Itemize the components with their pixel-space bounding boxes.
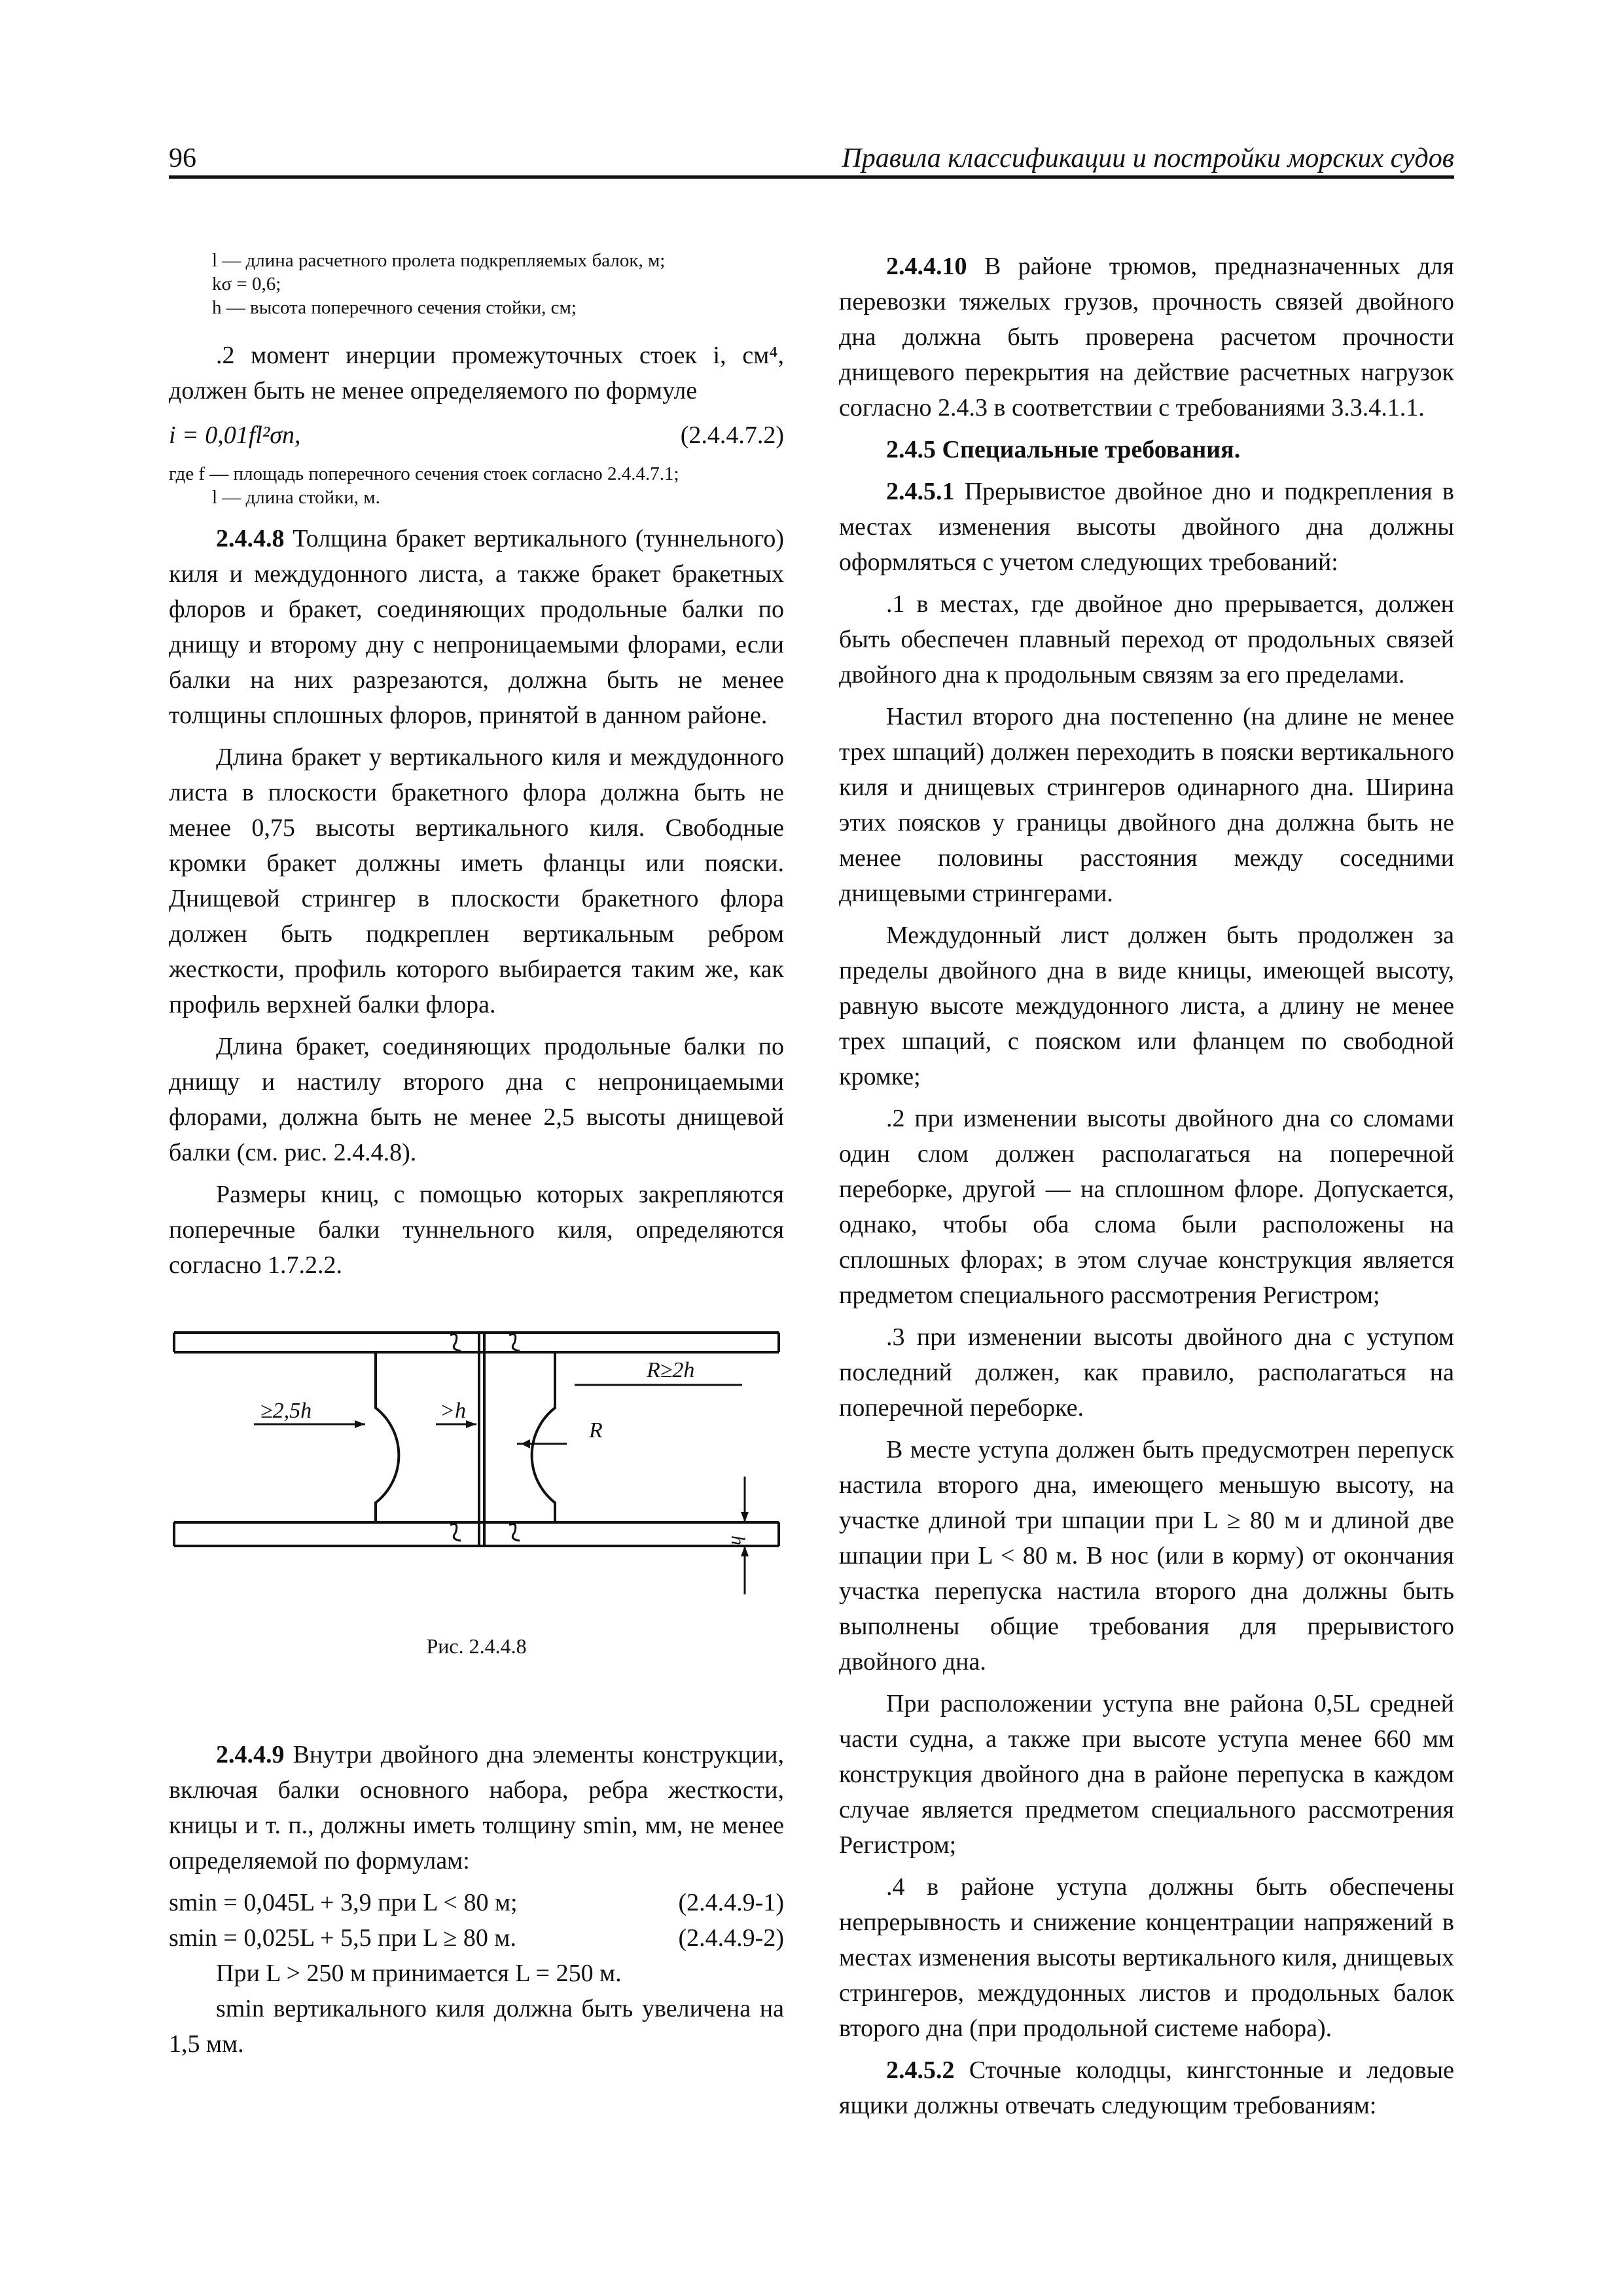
figure-caption: Рис. 2.4.4.8 <box>426 1634 527 1658</box>
formula-2-4-4-9-2 <box>169 1920 784 1956</box>
section-number: 2.4.5.2 <box>886 2056 955 2084</box>
definition-h: h — высота поперечного сечения стойки, см; <box>212 297 577 318</box>
paragraph-text: Сточные колодцы, кингстонные и ледовые ящики должны отвечать следующим требованиям: <box>839 2056 1454 2119</box>
formula-number: (2.4.4.9-2) <box>678 1924 784 1952</box>
paragraph-2-4-4-8 <box>169 521 784 733</box>
section-number: 2.4.4.9 <box>216 1741 285 1768</box>
paragraph-nastil: Настил второго дна постепенно (на длине не менее трех шпаций) должен переходить в пояски вертикального киля и днищевых стрингеров одинарного дна. Ширина этих поясков у границы двойного дна должна быть не менее половины расстояния между соседними днищевыми стрингерами. <box>839 703 1454 907</box>
item-3: .3 при изменении высоты двойного дна с уступом последний должен, как правило, располагаться на поперечной переборке. <box>839 1323 1454 1422</box>
item-1: .1 в местах, где двойное дно прерывается, должен быть обеспечен плавный переход от продольных связей двойного дна к продольным связям за его пределами. <box>839 590 1454 689</box>
paragraph-text: Толщина бракет вертикального (туннельного) киля и междудонного листа, а также бракет бракетных флоров и бракет, соединяющих продольные балки по днищу и второму дну с непроницаемыми флорами, если балки на них разрезаются, должна быть не менее толщины сплошных флоров, принятой в данном районе. <box>169 525 784 729</box>
paragraph-smin: smin вертикального киля должна быть увеличена на 1,5 мм. <box>169 1995 784 2058</box>
paragraph-mezhdudonny: Междудонный лист должен быть продолжен за пределы двойного дна в виде кницы, имеющей высоту, равную высоте междудонного листа, а длину не менее трех шпаций, с пояском или фланцем по свободной кромке; <box>839 922 1454 1090</box>
where-l: l — длина стойки, м. <box>212 487 380 508</box>
header-rule <box>169 175 1454 179</box>
label-r: R <box>589 1418 603 1443</box>
section-number: 2.4.4.10 <box>886 253 967 280</box>
paragraph-text: Внутри двойного дна элементы конструкции, включая балки основного набора, ребра жесткости, кницы и т. п., должны иметь толщину smin, мм, не менее определяемой по формулам: <box>169 1741 784 1874</box>
formula-text: smin = 0,025L + 5,5 при L ≥ 80 м. <box>169 1924 516 1952</box>
definition-l: l — длина расчетного пролета подкрепляемых балок, м; <box>212 250 666 271</box>
item-2-text: .2 момент инерции промежуточных стоек i, см⁴, должен быть не менее определяемого по формуле <box>169 342 784 404</box>
paragraph-2-4-5-2 <box>839 2053 1454 2123</box>
paragraph-l-250: При L > 250 м принимается L = 250 м. <box>216 1960 622 1987</box>
running-title: Правила классификации и постройки морских судов <box>842 143 1454 173</box>
item-2: .2 при изменении высоты двойного дна со сломами один слом должен располагаться на поперечной переборке, другой — на сплошном флоре. Допускается, однако, чтобы оба слома были расположены на сплошных флорах; в этом случае конструкция является предметом специального рассмотрения Регистром; <box>839 1105 1454 1309</box>
formula-text: i = 0,01fl²σn, <box>169 422 301 449</box>
formula-number: (2.4.4.7.2) <box>680 422 784 449</box>
figure-2-4-4-8 <box>169 1313 784 1659</box>
where-f: где f — площадь поперечного сечения стоек согласно 2.4.4.7.1; <box>169 463 679 484</box>
page-number: 96 <box>169 143 196 173</box>
heading-2-4-5: 2.4.5 Специальные требования. <box>886 436 1241 463</box>
paragraph-bracket-length: Длина бракет у вертикального киля и междудонного листа в плоскости бракетного флора должна быть не менее 0,75 высоты вертикального киля. Свободные кромки бракет должны иметь фланцы или пояски. Днищевой стрингер в плоскости бракетного флора должен быть подкреплен вертикальным ребром жесткости, профиль которого выбирается таким же, как профиль верхней балки флора. <box>169 744 784 1018</box>
definition-k: kσ = 0,6; <box>212 274 281 295</box>
right-bracket <box>532 1352 555 1522</box>
paragraph-2-4-4-9 <box>169 1737 784 1878</box>
paragraph-bracket-length-2: Длина бракет, соединяющих продольные балки по днищу и настилу второго дна с непроницаемыми флорами, должна быть не менее 2,5 высоты днищевой балки (см. рис. 2.4.4.8). <box>169 1033 784 1166</box>
paragraph-2-4-4-10 <box>839 249 1454 425</box>
right-column <box>839 249 1454 2130</box>
paragraph-2-4-5-1 <box>839 474 1454 580</box>
formula-2-4-4-9-1 <box>169 1885 784 1920</box>
left-bracket <box>376 1352 399 1522</box>
formula-2-4-4-7-2 <box>169 418 784 453</box>
paragraph-ustup: В месте уступа должен быть предусмотрен перепуск настила второго дна, имеющего меньшую высоту, на участке длиной три шпации при L ≥ 80 м и длиной две шпации при L < 80 м. В нос (или в корму) от окончания участка перепуска настила второго дна должны быть выполнены общие требования для прерывистого двойного дна. <box>839 1436 1454 1676</box>
item-4: .4 в районе уступа должны быть обеспечены непрерывность и снижение концентрации напряжений в местах изменения высоты вертикального киля, днищевых стрингеров, междудонных листов и продольных балок второго дна (при продольной системе набора). <box>839 1873 1454 2042</box>
formula-text: smin = 0,045L + 3,9 при L < 80 м; <box>169 1889 518 1916</box>
paragraph-knee-sizes: Размеры книц, с помощью которых закрепляются поперечные балки туннельного киля, определяются согласно 1.7.2.2. <box>169 1181 784 1279</box>
label-2-5h: ≥2,5h <box>260 1399 312 1423</box>
label-greater-h: >h <box>440 1399 466 1423</box>
section-number: 2.4.5.1 <box>886 478 955 505</box>
label-r-ge-2h: R≥2h <box>647 1358 695 1382</box>
paragraph-text: В районе трюмов, предназначенных для перевозки тяжелых грузов, прочность связей двойного дна должна быть проверена расчетом прочности днищевого перекрытия на действие расчетных нагрузок согласно 2.4.3 в соответствии с требованиями 3.3.4.1.1. <box>839 253 1454 422</box>
section-number: 2.4.4.8 <box>216 525 285 552</box>
left-column <box>169 249 784 2068</box>
bracket-diagram <box>169 1313 784 1614</box>
paragraph-raspolozhenie: При расположении уступа вне района 0,5L средней части судна, а также при высоте уступа менее 660 мм конструкция двойного дна в районе перепуска в каждом случае является предметом специального рассмотрения Регистром; <box>839 1690 1454 1859</box>
paragraph-text: Прерывистое двойное дно и подкрепления в местах изменения высоты двойного дна должны оформляться с учетом следующих требований: <box>839 478 1454 576</box>
formula-number: (2.4.4.9-1) <box>678 1889 784 1916</box>
label-h-vertical: h <box>727 1535 749 1545</box>
